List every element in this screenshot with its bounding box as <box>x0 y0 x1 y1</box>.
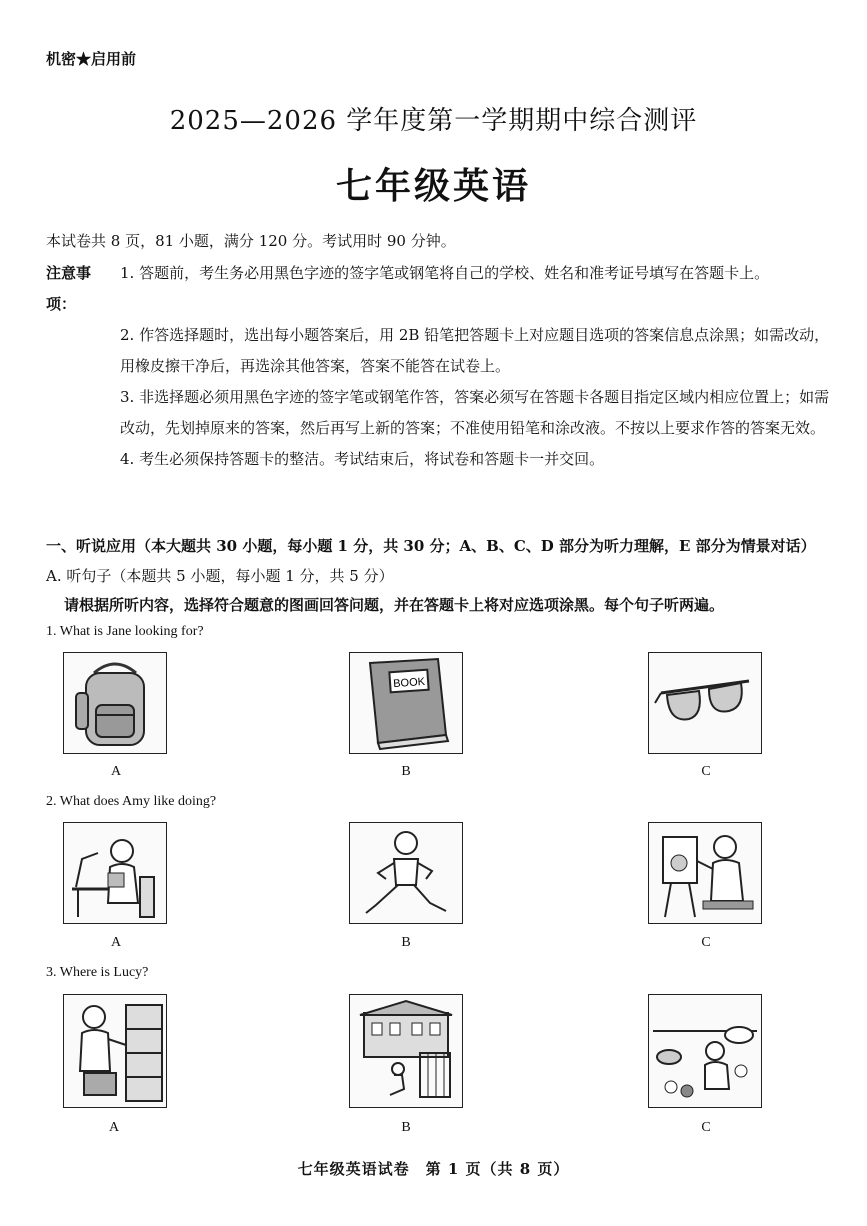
section-a-heading: A. 听句子（本题共 5 小题，每小题 1 分，共 5 分） <box>46 567 394 585</box>
page-footer: 七年级英语试卷 第 1 页（共 8 页） <box>297 1160 570 1178</box>
girl-reading-icon <box>64 823 166 923</box>
q3-option-a[interactable]: A <box>108 1120 120 1135</box>
subject-title: 七年级英语 <box>335 165 531 207</box>
school-icon <box>350 995 462 1107</box>
girl-painting-icon <box>649 823 761 923</box>
q3-option-b[interactable]: B <box>401 1120 411 1135</box>
painting-picture <box>648 822 762 924</box>
note-item-3: 3. 非选择题必须用黑色字迹的签字笔或钢笔作答，答案必须写在答题卡各题目指定区域内相应位置上；如需改动，先划掉原来的答案，然后再写上新的答案；不准使用铅笔和涂改液。不按以上要求作答的答案无效。 <box>120 388 830 437</box>
girl-kungfu-icon <box>350 823 462 923</box>
note-item-2: 2. 作答选择题时，选出每小题答案后，用 2B 铅笔把答题卡上对应题目选项的答案信息点涂黑；如需改动，用橡皮擦干净后，再选涂其他答案，答案不能答在试卷上。 <box>120 326 830 375</box>
sunglasses-icon <box>649 653 761 753</box>
note-item-4: 4. 考生必须保持答题卡的整洁。考试结束后，将试卷和答题卡一并交回。 <box>120 450 605 468</box>
question-2: 2. What does Amy like doing? <box>46 794 217 809</box>
section-1-heading: 一、听说应用（本大题共 30 小题，每小题 1 分，共 30 分；A、B、C、D 部分为听力理解，E 部分为情景对话） <box>46 537 816 555</box>
q2-option-a[interactable]: A <box>110 935 122 950</box>
question-3: 3. Where is Lucy? <box>46 965 149 980</box>
book-picture <box>349 652 463 754</box>
notes-label: 注意事项： <box>46 264 92 313</box>
q1-option-b[interactable]: B <box>401 764 411 779</box>
q3-option-c[interactable]: C <box>701 1120 711 1135</box>
girl-shopping-icon <box>64 995 166 1107</box>
farm-picture <box>648 994 762 1108</box>
sunglasses-picture <box>648 652 762 754</box>
question-1: 1. What is Jane looking for? <box>46 624 204 639</box>
notes-block <box>46 258 836 475</box>
farm-icon <box>649 995 761 1107</box>
backpack-picture <box>63 652 167 754</box>
supermarket-picture <box>63 994 167 1108</box>
book-cover-label: BOOK <box>392 675 426 691</box>
backpack-icon <box>64 653 166 753</box>
q1-option-a[interactable]: A <box>110 764 122 779</box>
confidential-label: 机密★启用前 <box>46 50 137 68</box>
kungfu-picture <box>349 822 463 924</box>
exam-info: 本试卷共 8 页，81 小题，满分 120 分。考试用时 90 分钟。 <box>46 232 456 250</box>
school-picture <box>349 994 463 1108</box>
exam-title: 2025—2026 学年度第一学期期中综合测评 <box>169 106 698 136</box>
q2-option-c[interactable]: C <box>701 935 711 950</box>
note-item-1: 1. 答题前，考生务必用黑色字迹的签字笔或钢笔将自己的学校、姓名和准考证号填写在答题卡上。 <box>120 264 770 282</box>
book-icon <box>350 653 462 753</box>
reading-picture <box>63 822 167 924</box>
q2-option-b[interactable]: B <box>401 935 411 950</box>
instruction-text: 请根据所听内容，选择符合题意的图画回答问题，并在答题卡上将对应选项涂黑。每个句子听两遍。 <box>64 596 725 614</box>
q1-option-c[interactable]: C <box>701 764 711 779</box>
